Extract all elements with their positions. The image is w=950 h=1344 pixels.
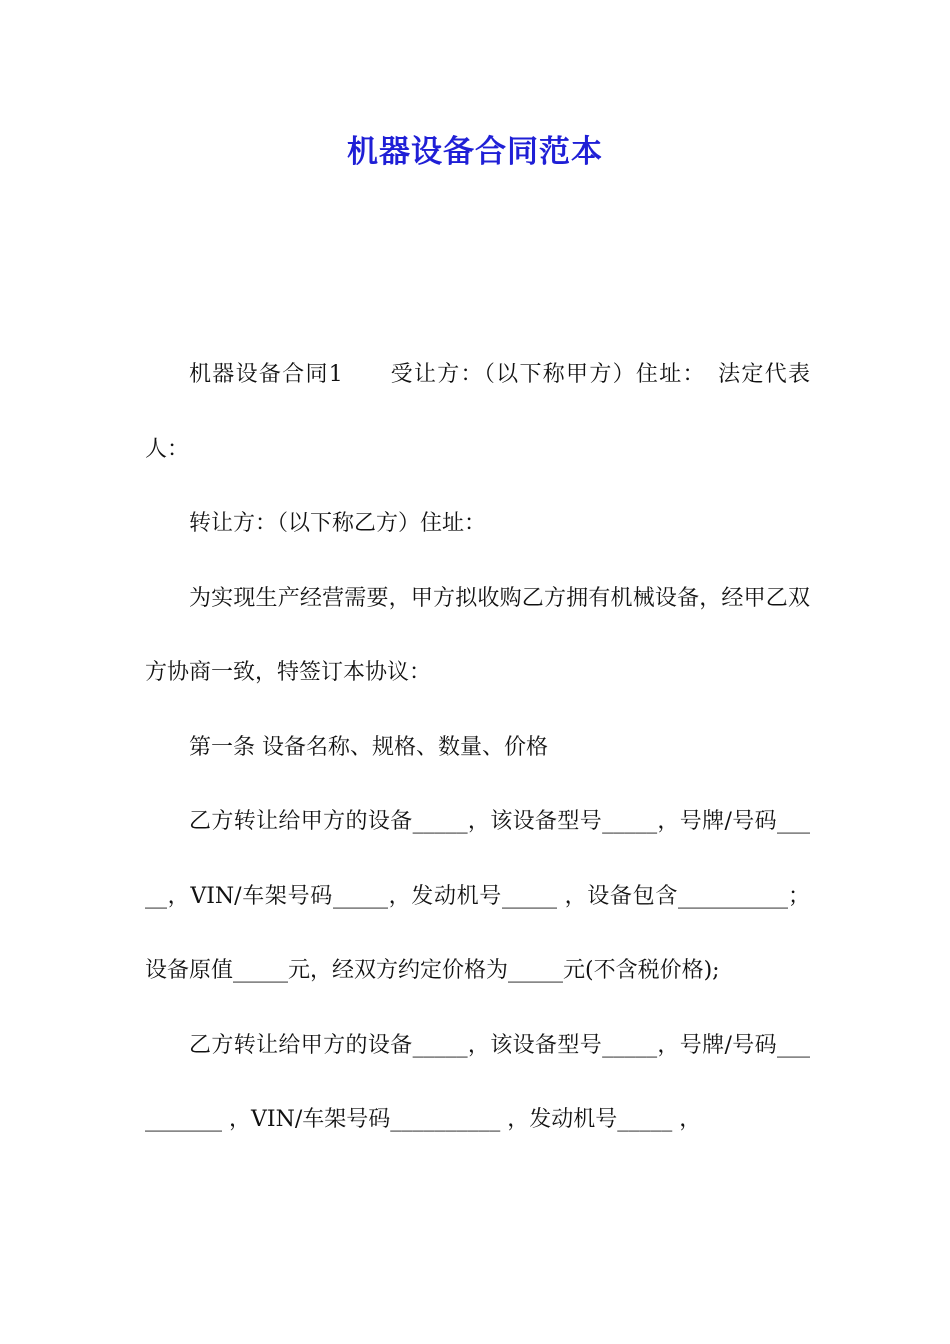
paragraph-article-1-heading: 第一条 设备名称、规格、数量、价格 <box>189 734 548 760</box>
document-title: 机器设备合同范本 <box>347 134 603 170</box>
paragraph-parties-b: 转让方：（以下称乙方）住址： <box>189 511 487 536</box>
paragraph-equipment-2: 乙方转让给甲方的设备_____，该设备型号_____，号牌/号码__________ ，VIN/车架号码__________ ，发动机号_____ ， <box>145 1032 810 1132</box>
paragraph-parties-a: 机器设备合同1 受让方：（以下称甲方）住址： 法定代表人： <box>145 362 810 462</box>
paragraph-purpose: 为实现生产经营需要，甲方拟收购乙方拥有机械设备，经甲乙双方协商一致，特签订本协议： <box>145 585 810 685</box>
document-body <box>145 338 810 1158</box>
paragraph-equipment-1: 乙方转让给甲方的设备_____，该设备型号_____，号牌/号码_____，VIN/车架号码_____，发动机号_____ ，设备包含__________；设备原值_____元，经双方约定价格为_____元(不含税价格); <box>145 809 810 983</box>
